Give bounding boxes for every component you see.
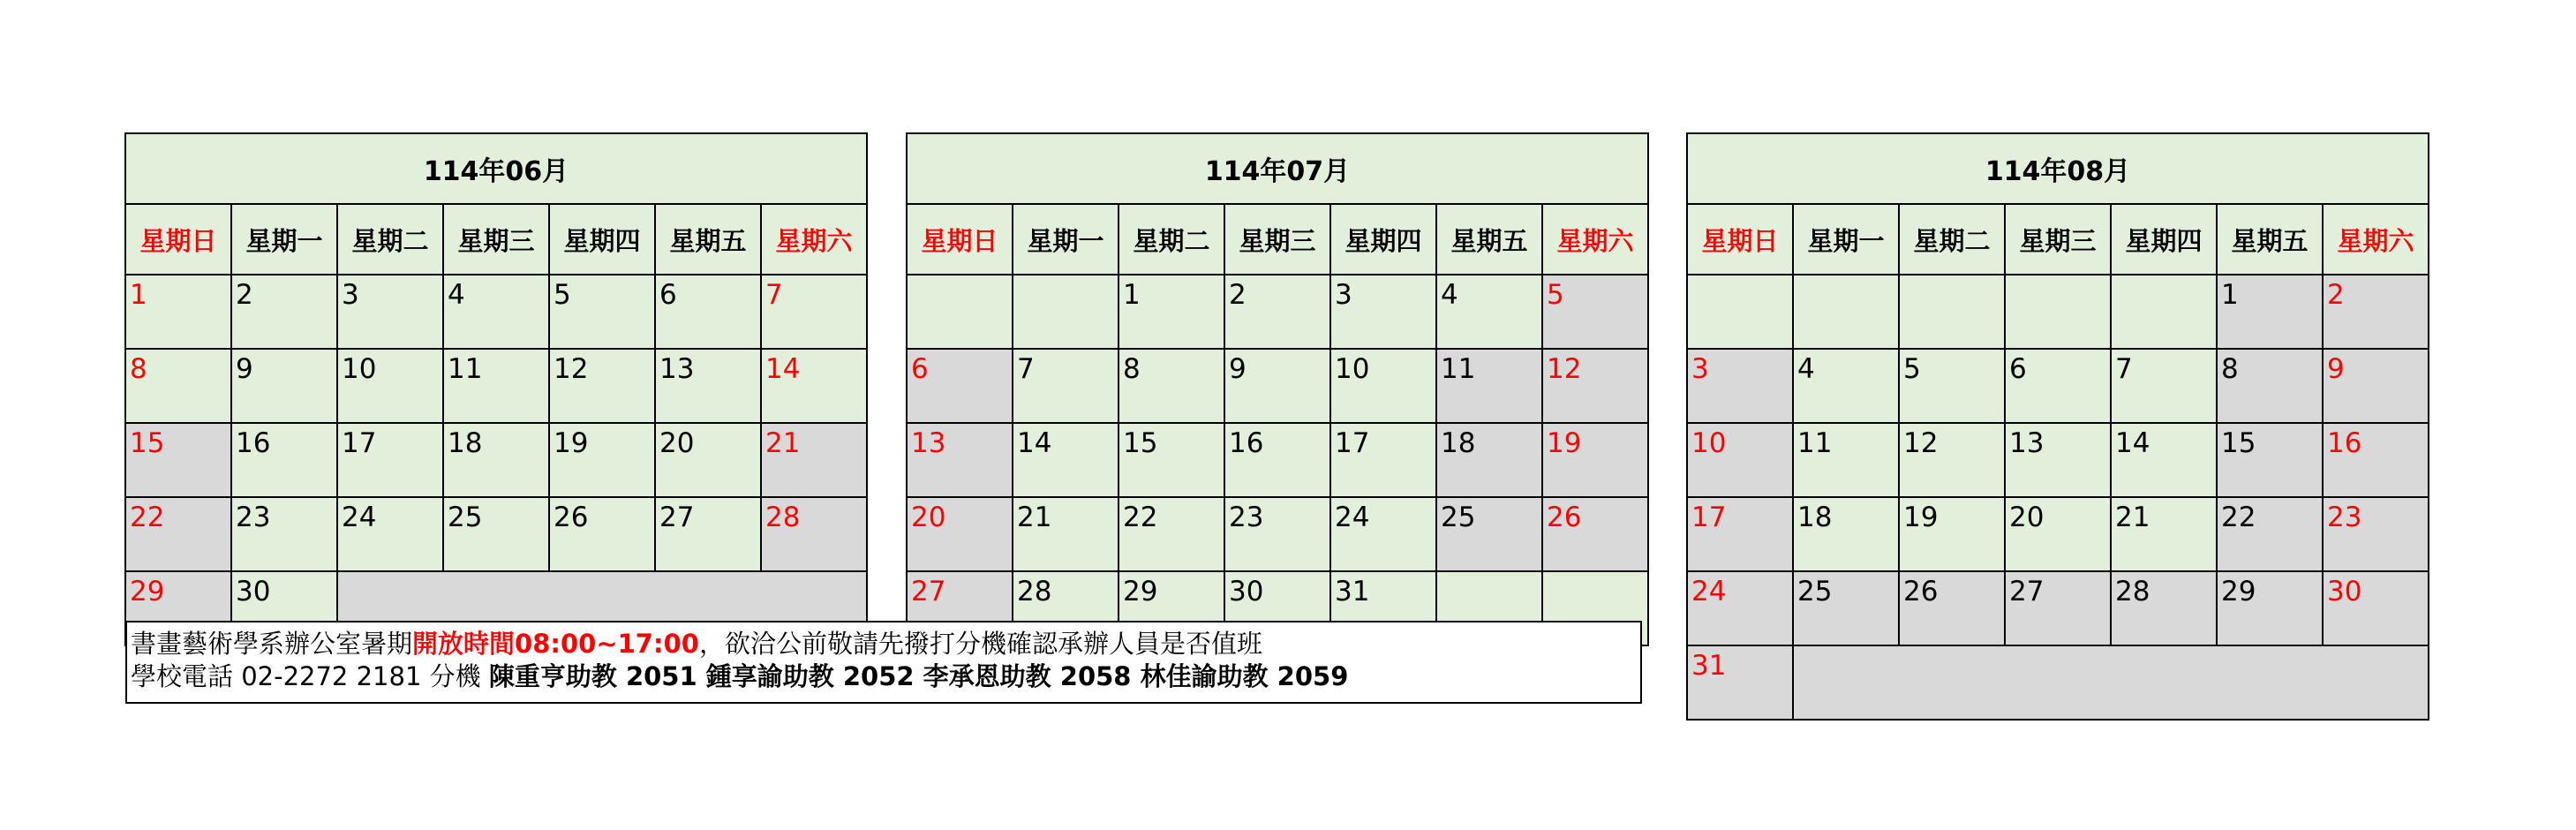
- day-cell: 4: [1436, 275, 1542, 349]
- calendar-title: 114年07月: [907, 133, 1648, 204]
- assistant-extensions: 陳重亨助教 2051 鍾享諭助教 2052 李承恩助教 2058 林佳諭助教 2059: [488, 661, 1349, 691]
- day-cell: 19: [1899, 497, 2005, 571]
- day-cell: 8: [1119, 349, 1224, 423]
- day-cell: 24: [1330, 497, 1436, 571]
- day-cell: [1793, 275, 1899, 349]
- weekday-header-tue: 星期二: [1119, 204, 1224, 275]
- day-cell: 7: [761, 275, 867, 349]
- day-cell: 20: [655, 423, 761, 497]
- day-cell: 10: [337, 349, 443, 423]
- day-cell: 17: [1687, 497, 1793, 571]
- day-cell: 26: [1542, 497, 1648, 571]
- day-cell: 23: [231, 497, 337, 571]
- day-cell: 20: [907, 497, 1013, 571]
- day-cell: 16: [1224, 423, 1330, 497]
- day-cell: 31: [1330, 571, 1436, 645]
- note-line-2: [131, 660, 1640, 693]
- day-cell: 27: [907, 571, 1013, 645]
- weekday-header-thu: 星期四: [549, 204, 655, 275]
- day-cell: 21: [2111, 497, 2217, 571]
- day-cell: 23: [2323, 497, 2429, 571]
- day-cell: 11: [443, 349, 549, 423]
- empty-cell: [1793, 645, 2429, 720]
- day-cell: 9: [231, 349, 337, 423]
- note-intro: 書畫藝術學系辦公室暑期: [131, 629, 413, 659]
- weekday-header-tue: 星期二: [1899, 204, 2005, 275]
- day-cell: 21: [761, 423, 867, 497]
- calendar-august: [1686, 132, 2429, 721]
- day-cell: 3: [337, 275, 443, 349]
- day-cell: 27: [2005, 571, 2111, 645]
- day-cell: 21: [1013, 497, 1119, 571]
- day-cell: 29: [1119, 571, 1224, 645]
- day-cell: 5: [1542, 275, 1648, 349]
- day-cell: 31: [1687, 645, 1793, 720]
- day-cell: 7: [1013, 349, 1119, 423]
- day-cell: 12: [1542, 349, 1648, 423]
- weekday-header-sun: 星期日: [125, 204, 231, 275]
- day-cell: 28: [761, 497, 867, 571]
- day-cell: [1687, 275, 1793, 349]
- weekday-header-wed: 星期三: [443, 204, 549, 275]
- weekday-header-tue: 星期二: [337, 204, 443, 275]
- day-cell: 2: [2323, 275, 2429, 349]
- day-cell: 4: [443, 275, 549, 349]
- weekday-header-wed: 星期三: [2005, 204, 2111, 275]
- weekday-header-mon: 星期一: [1013, 204, 1119, 275]
- day-cell: 30: [1224, 571, 1330, 645]
- day-cell: 11: [1793, 423, 1899, 497]
- day-cell: 25: [1436, 497, 1542, 571]
- note-line-1: [131, 628, 1640, 660]
- weekday-header-thu: 星期四: [2111, 204, 2217, 275]
- calendar-july: [906, 132, 1649, 646]
- day-cell: 12: [1899, 423, 2005, 497]
- day-cell: 30: [231, 571, 337, 645]
- calendar-title: 114年08月: [1687, 133, 2429, 204]
- day-cell: 22: [1119, 497, 1224, 571]
- day-cell: 6: [907, 349, 1013, 423]
- day-cell: [1899, 275, 2005, 349]
- day-cell: 8: [2217, 349, 2323, 423]
- day-cell: 22: [125, 497, 231, 571]
- day-cell: 25: [1793, 571, 1899, 645]
- weekday-header-mon: 星期一: [231, 204, 337, 275]
- day-cell: 2: [231, 275, 337, 349]
- day-cell: 28: [2111, 571, 2217, 645]
- school-phone: 學校電話 02-2272 2181 分機: [131, 661, 489, 691]
- weekday-header-mon: 星期一: [1793, 204, 1899, 275]
- day-cell: 15: [1119, 423, 1224, 497]
- weekday-header-sun: 星期日: [907, 204, 1013, 275]
- day-cell: 27: [655, 497, 761, 571]
- weekday-header-fri: 星期五: [655, 204, 761, 275]
- weekday-header-thu: 星期四: [1330, 204, 1436, 275]
- day-cell: 15: [2217, 423, 2323, 497]
- day-cell: 29: [125, 571, 231, 645]
- day-cell: 6: [655, 275, 761, 349]
- day-cell: 15: [125, 423, 231, 497]
- day-cell: 7: [2111, 349, 2217, 423]
- weekday-header-wed: 星期三: [1224, 204, 1330, 275]
- day-cell: 14: [2111, 423, 2217, 497]
- day-cell: 1: [2217, 275, 2323, 349]
- day-cell: 22: [2217, 497, 2323, 571]
- day-cell: 12: [549, 349, 655, 423]
- day-cell: 17: [1330, 423, 1436, 497]
- day-cell: 23: [1224, 497, 1330, 571]
- day-cell: 26: [1899, 571, 2005, 645]
- day-cell: 26: [549, 497, 655, 571]
- day-cell: 13: [655, 349, 761, 423]
- day-cell: 5: [1899, 349, 2005, 423]
- day-cell: 18: [443, 423, 549, 497]
- day-cell: 3: [1330, 275, 1436, 349]
- day-cell: 10: [1330, 349, 1436, 423]
- day-cell: 11: [1436, 349, 1542, 423]
- day-cell: 4: [1793, 349, 1899, 423]
- day-cell: 9: [2323, 349, 2429, 423]
- day-cell: 25: [443, 497, 549, 571]
- weekday-header-sat: 星期六: [761, 204, 867, 275]
- day-cell: 16: [2323, 423, 2429, 497]
- weekday-header-fri: 星期五: [2217, 204, 2323, 275]
- calendar-june: [124, 132, 868, 646]
- day-cell: 24: [337, 497, 443, 571]
- day-cell: 24: [1687, 571, 1793, 645]
- day-cell: 2: [1224, 275, 1330, 349]
- day-cell: 1: [1119, 275, 1224, 349]
- day-cell: 19: [549, 423, 655, 497]
- day-cell: 5: [549, 275, 655, 349]
- calendar-title: 114年06月: [125, 133, 867, 204]
- day-cell: 16: [231, 423, 337, 497]
- day-cell: 13: [2005, 423, 2111, 497]
- weekday-header-sat: 星期六: [1542, 204, 1648, 275]
- day-cell: 28: [1013, 571, 1119, 645]
- day-cell: [1013, 275, 1119, 349]
- opening-hours: 開放時間08:00~17:00: [412, 629, 699, 659]
- day-cell: 9: [1224, 349, 1330, 423]
- day-cell: 18: [1436, 423, 1542, 497]
- day-cell: 14: [1013, 423, 1119, 497]
- day-cell: 17: [337, 423, 443, 497]
- day-cell: 13: [907, 423, 1013, 497]
- day-cell: 8: [125, 349, 231, 423]
- day-cell: 1: [125, 275, 231, 349]
- weekday-header-fri: 星期五: [1436, 204, 1542, 275]
- day-cell: 10: [1687, 423, 1793, 497]
- office-hours-note: [125, 621, 1642, 704]
- day-cell: [907, 275, 1013, 349]
- weekday-header-sat: 星期六: [2323, 204, 2429, 275]
- day-cell: 18: [1793, 497, 1899, 571]
- day-cell: 6: [2005, 349, 2111, 423]
- weekday-header-sun: 星期日: [1687, 204, 1793, 275]
- day-cell: [2005, 275, 2111, 349]
- day-cell: 3: [1687, 349, 1793, 423]
- day-cell: 14: [761, 349, 867, 423]
- day-cell: 19: [1542, 423, 1648, 497]
- day-cell: 30: [2323, 571, 2429, 645]
- note-instruction: ，欲洽公前敬請先撥打分機確認承辦人員是否值班: [698, 629, 1262, 659]
- day-cell: 29: [2217, 571, 2323, 645]
- day-cell: [2111, 275, 2217, 349]
- day-cell: 20: [2005, 497, 2111, 571]
